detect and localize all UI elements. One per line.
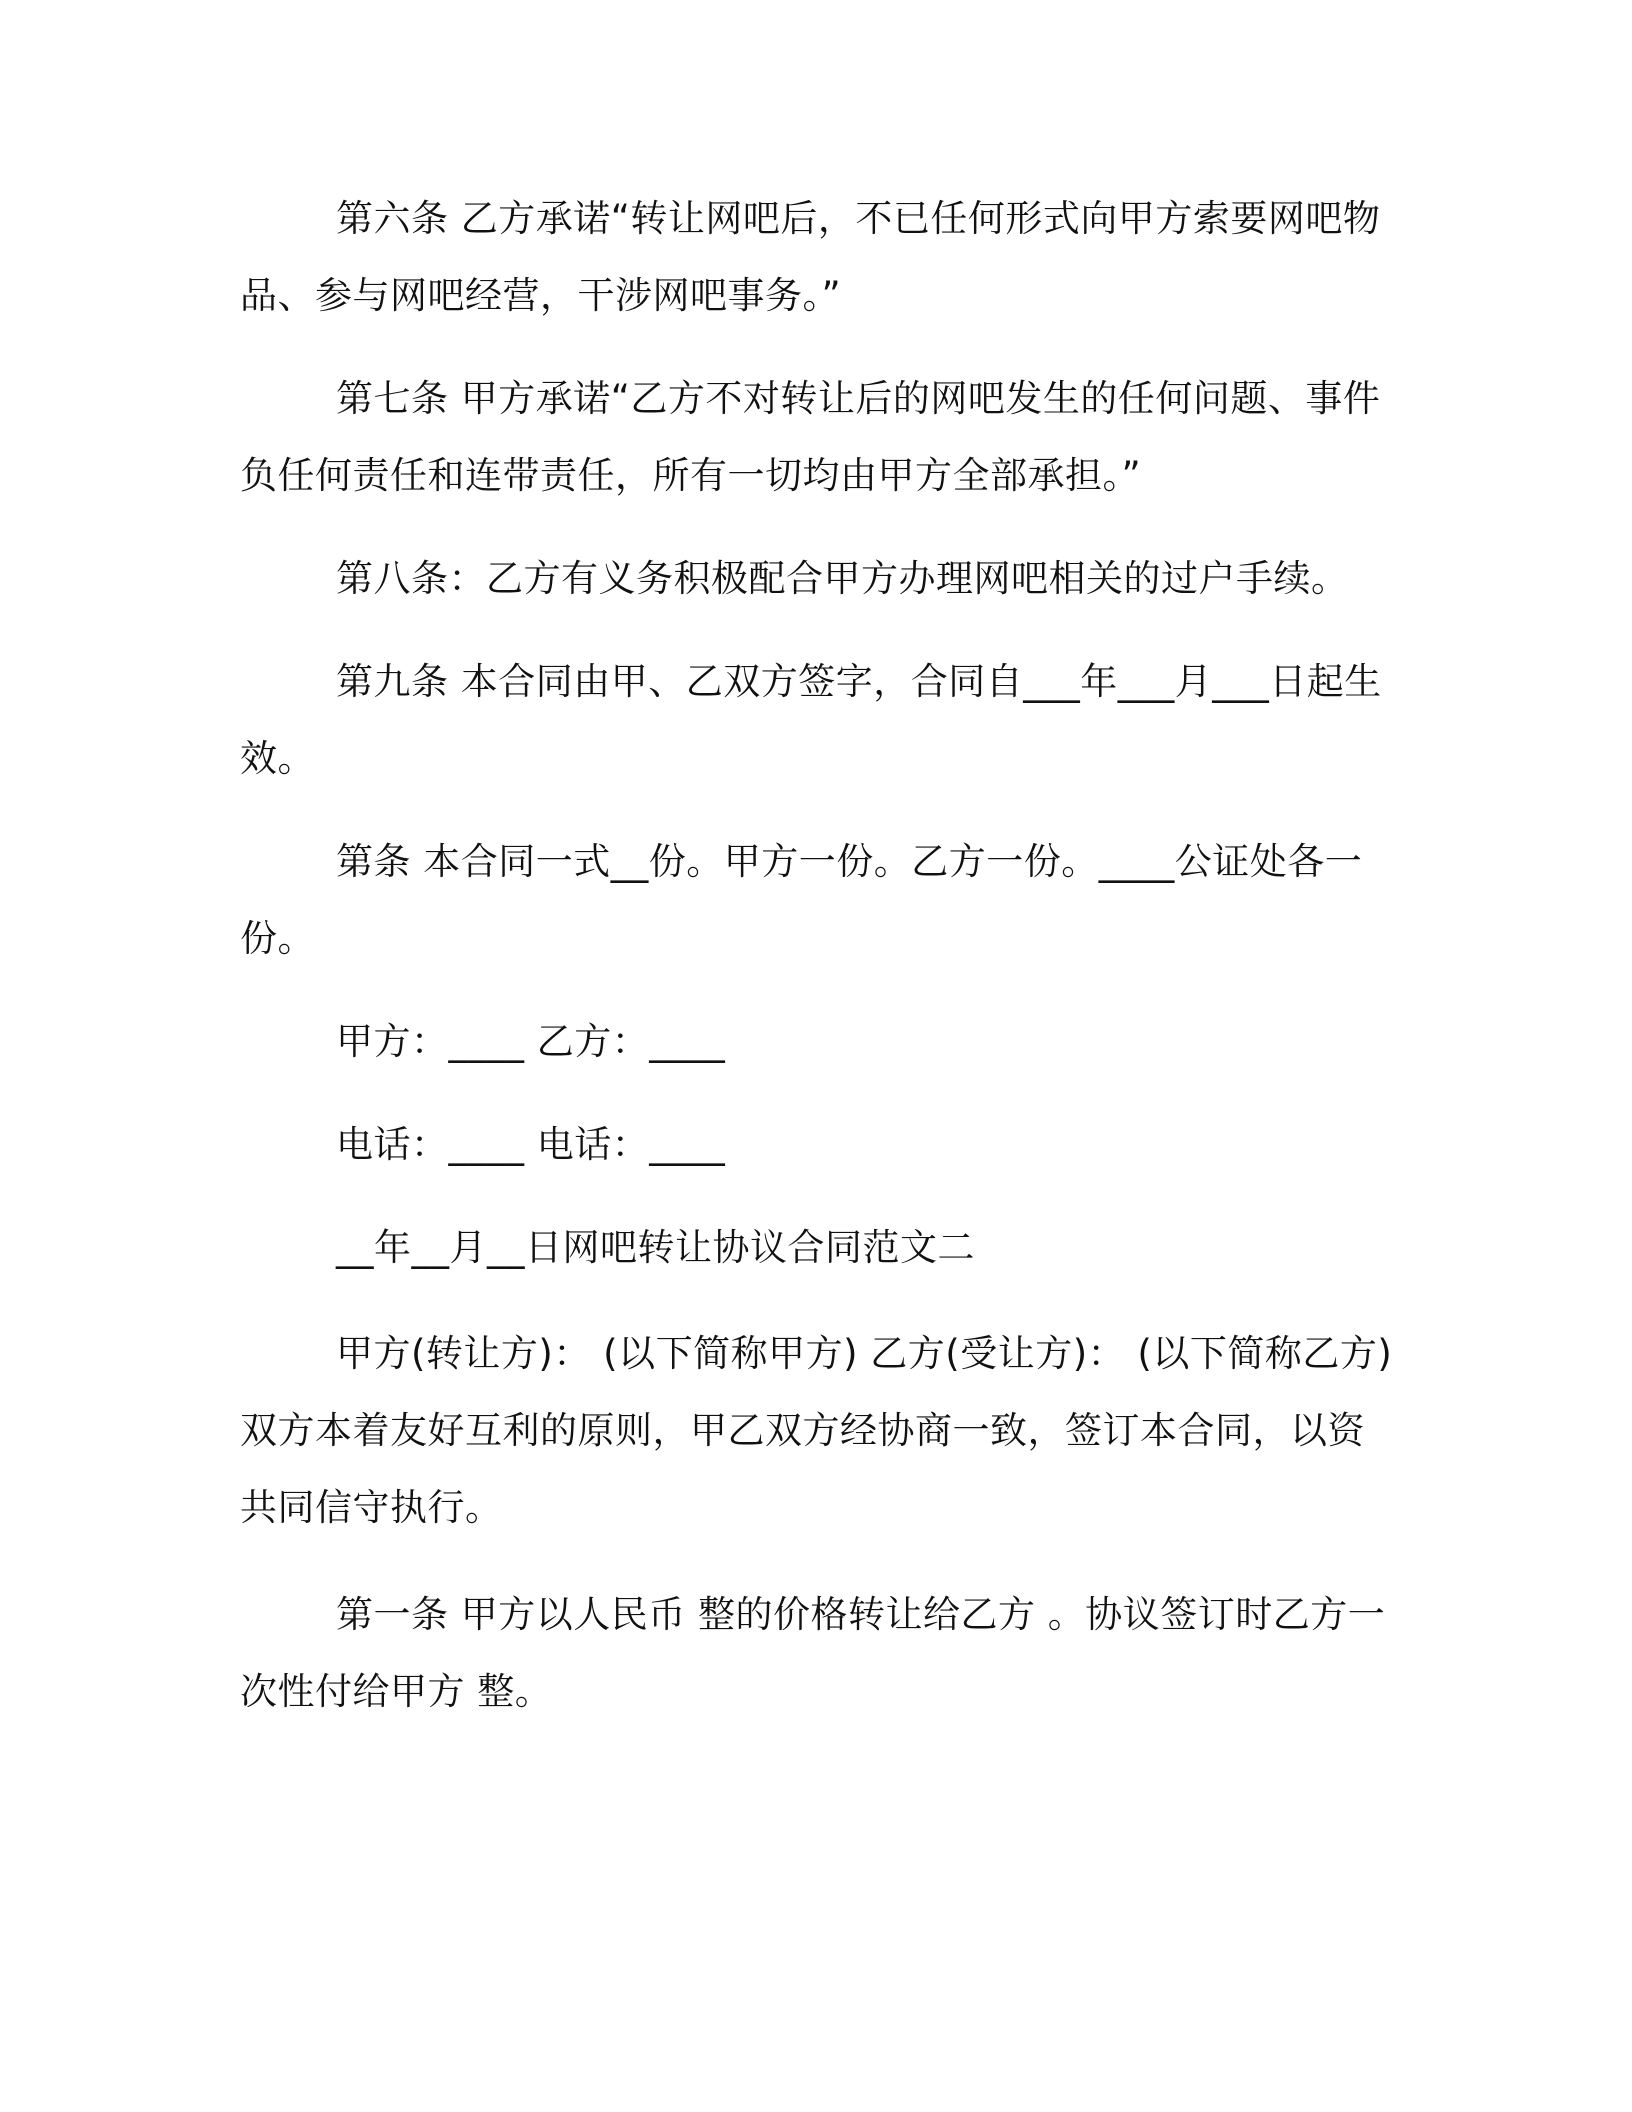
article-1-paragraph [240,1576,1390,1730]
text-line: 第六条 乙方承诺“转让网吧后，不已任何形式向甲方索要网吧物 [336,197,1381,240]
text-line: 份。 [240,917,315,960]
text-line: 第七条 甲方承诺“乙方不对转让后的网吧发生的任何问题、事件 [336,377,1381,420]
parties-intro-paragraph [240,1315,1393,1546]
text-line: 次性付给甲方 整。 [240,1670,553,1713]
party-signature-line [240,1003,1390,1080]
article-6-paragraph [240,180,1390,334]
article-9-paragraph [240,643,1390,797]
text-line: __年__月__日网吧转让协议合同范文二 [336,1226,975,1269]
article-7-paragraph [240,360,1390,514]
text-line: 第八条：乙方有义务积极配合甲方办理网吧相关的过户手续。 [336,557,1349,600]
text-line: 效。 [240,737,315,780]
text-line: 第一条 甲方以人民币 整的价格转让给乙方 。协议签订时乙方一 [336,1593,1386,1636]
text-line: 甲方(转让方)： (以下简称甲方) 乙方(受让方)： (以下简称乙方) [336,1332,1393,1375]
phone-line [240,1106,1390,1183]
text-line: 电话：____ 电话：____ [336,1123,726,1166]
text-line: 甲方：____ 乙方：____ [336,1020,726,1063]
date-title-line [240,1209,1390,1286]
article-8-paragraph [240,540,1390,617]
text-line: 双方本着友好互利的原则，甲乙双方经协商一致，签订本合同，以资 [240,1409,1365,1452]
text-line: 共同信守执行。 [240,1486,503,1529]
text-line: 第九条 本合同由甲、乙双方签字，合同自___年___月___日起生 [336,660,1382,703]
text-line: 第条 本合同一式__份。甲方一份。乙方一份。____公证处各一 [336,840,1363,883]
text-line: 品、参与网吧经营，干涉网吧事务。” [240,274,842,317]
copies-paragraph [240,823,1390,977]
text-line: 负任何责任和连带责任，所有一切均由甲方全部承担。” [240,454,1142,497]
